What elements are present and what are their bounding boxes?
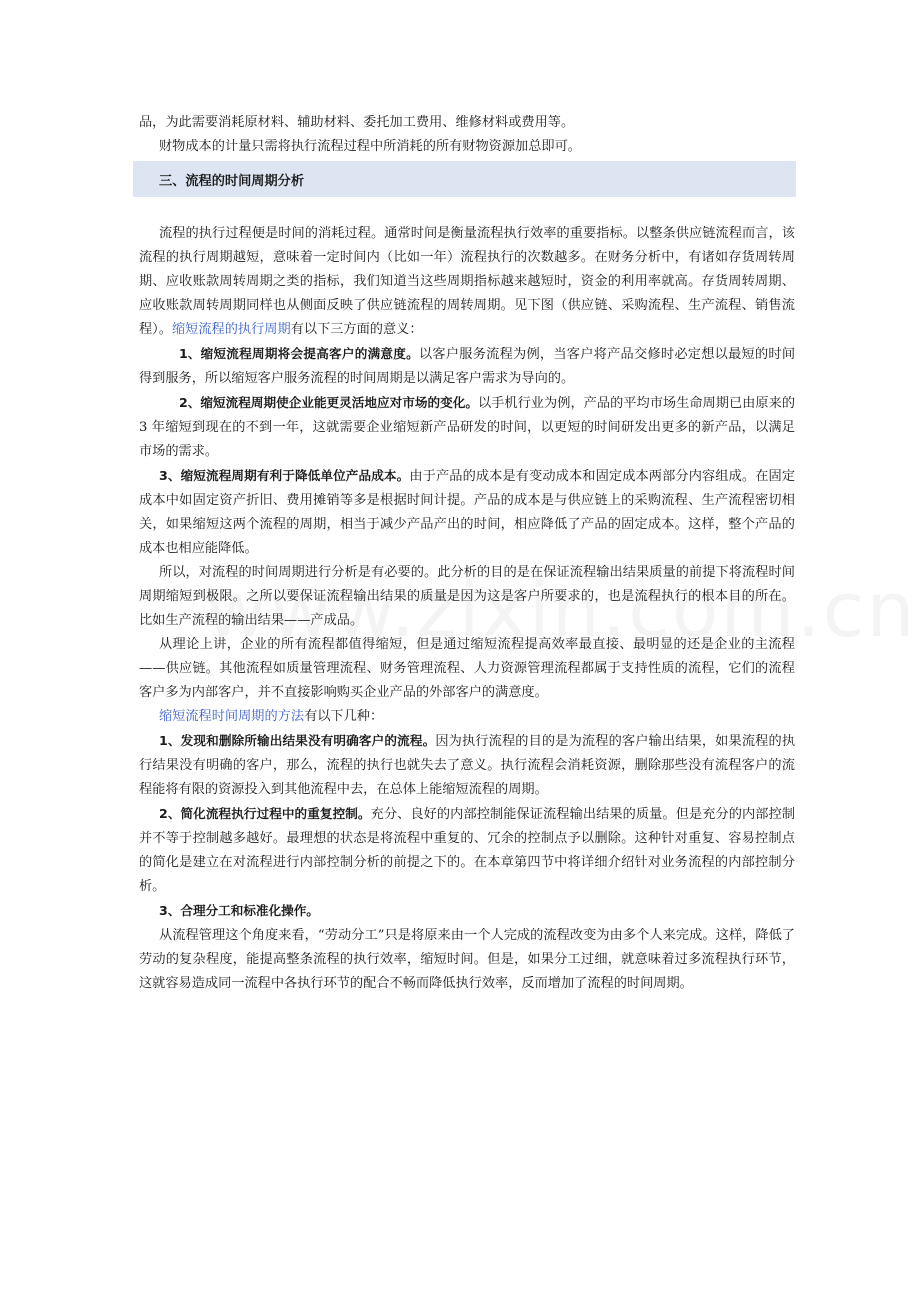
meaning-text: 以客户服务流程为例，当客户将产品交修时必定想以最短的时间得到服务，所以缩短客户服务流程的时间周期是以满足客户需求为导向的。 [139,347,796,386]
method-title: 1、发现和删除所输出结果没有明确客户的流程。 [159,733,436,748]
meaning-item-2 [139,391,795,464]
intro-line-2: 财物成本的计量只需将执行流程过程中所消耗的所有财物资源加总即可。 [159,139,581,154]
meaning-item-3 [139,464,795,561]
section-heading-bar [133,161,796,197]
method-item-2 [139,802,795,899]
meaning-title: 缩短流程周期有利于降低单位产品成本。 [180,468,410,483]
meaning-number: 2、 [179,395,201,410]
method-title: 3、合理分工和标准化操作。 [159,903,319,918]
meaning-text: 由于产品的成本是有变动成本和固定成本两部分内容组成。在固定成本中如固定资产折旧、费用摊销等多是根据时间计提。产品的成本是与供应链上的采购流程、生产流程密切相关，如果缩短这两个流程的周期，相当于减少产品产出的时间，相应降低了产品的固定成本。这样，整个产品的成本也相应能降低。 [139,469,796,556]
meaning-number: 1、 [179,346,201,361]
method-title: 2、简化流程执行过程中的重复控制。 [159,806,371,821]
intro-line-1: 品，为此需要消耗原材料、辅助材料、委托加工费用、维修材料或费用等。 [139,115,575,130]
paragraph-intro-text: 流程的执行过程便是时间的消耗过程。通常时间是衡量流程执行效率的重要指标。以整条供应链流程而言，该流程的执行周期越短，意味着一定时间内（比如一年）流程执行的次数越多。在财务分析中，有诸如存货周转周期、应收账款周转周期之类的指标，我们知道当这些周期指标越来越短时，资金的利用率就高。存货周转周期、应收账款周转周期同样也从侧面反映了供应链流程的周转周期。见下图（供应链、采购流程、生产流程、销售流程）。 [139,226,795,337]
methods-intro-tail: 有以下几种： [304,709,384,724]
method-text: 因为执行流程的目的是为流程的客户输出结果，如果流程的执行结果没有明确的客户，那么，流程的执行也就失去了意义。执行流程会消耗资源，删除那些没有流程客户的流程能将有限的资源投入到其他流程中去，在总体上能缩短流程的周期。 [139,734,796,797]
paragraph-analysis: 所以，对流程的时间周期进行分析是有必要的。此分析的目的是在保证流程输出结果质量的前提下将流程时间周期缩短到极限。之所以要保证流程输出结果的质量是因为这是客户所要求的，也是流程执行的根本目的所在。比如生产流程的输出结果——产成品。 [139,565,795,628]
meaning-item-1 [139,342,795,391]
link-shorten-cycle[interactable]: 缩短流程的执行周期 [171,322,291,337]
paragraph-division-of-labor: 从流程管理这个角度来看，“劳动分工”只是将原来由一个人完成的流程改变为由多个人来完成。这样，降低了劳动的复杂程度，能提高整条流程的执行效率，缩短时间。但是，如果分工过细，就意味着过多流程执行环节，这就容易造成同一流程中各执行环节的配合不畅而降低执行效率，反而增加了流程的时间周期。 [139,928,795,991]
spacer [139,197,795,222]
method-text: 充分、良好的内部控制能保证流程输出结果的质量。但是充分的内部控制并不等于控制越多越好。最理想的状态是将流程中重复的、冗余的控制点予以删除。这种针对重复、容易控制点的简化是建立在对流程进行内部控制分析的前提之下的。在本章第四节中将详细介绍针对业务流程的内部控制分析。 [139,807,796,894]
meaning-title: 缩短流程周期使企业能更灵活地应对市场的变化。 [200,395,478,410]
meaning-text: 以手机行业为例，产品的平均市场生命周期已由原来的 3 年缩短到现在的不到一年，这就需要企业缩短新产品研发的时间，以更短的时间研发出更多的新产品，以满足市场的需求。 [139,396,796,459]
meaning-title: 缩短流程周期将会提高客户的满意度。 [200,346,419,361]
paragraph-theory: 从理论上讲，企业的所有流程都值得缩短，但是通过缩短流程提高效率最直接、最明显的还是企业的主流程——供应链。其他流程如质量管理流程、财务管理流程、人力资源管理流程都属于支持性质的流程，它们的流程客户多为内部客户，并不直接影响购买企业产品的外部客户的满意度。 [139,637,795,700]
meaning-number: 3、 [159,468,181,483]
document-page [139,111,795,996]
methods-intro [139,705,795,729]
paragraph-intro [139,222,795,342]
method-item-1 [139,729,795,802]
section-heading: 三、流程的时间周期分析 [159,173,305,189]
method-item-3 [139,899,795,924]
link-methods[interactable]: 缩短流程时间周期的方法 [159,709,305,724]
paragraph-intro-tail: 有以下三方面的意义： [290,322,423,337]
